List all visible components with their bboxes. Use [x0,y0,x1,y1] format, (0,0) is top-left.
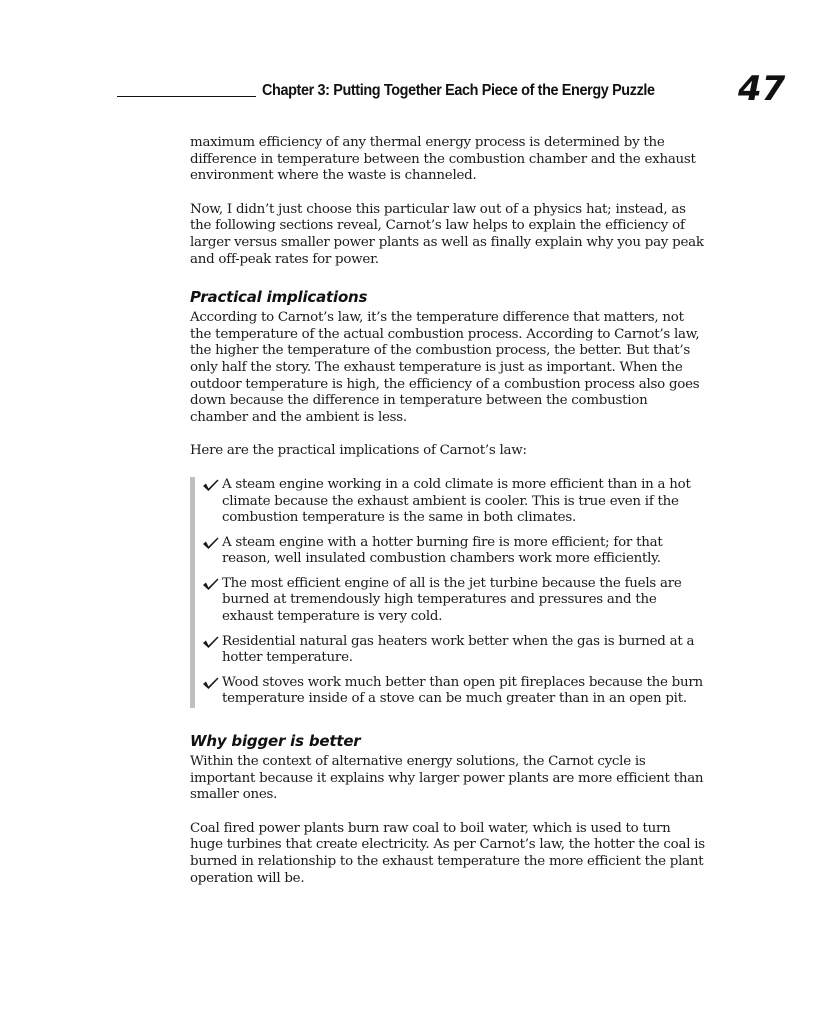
list-margin-bar [190,477,195,708]
section-heading-bigger: Why bigger is better [190,732,361,751]
practical-paragraph-1: According to Carnot’s law, it’s the temperature difference that matters, not the temperature of the actual combustion process. According to Carnot’s law, the higher the temperature of the combustion process, the better. But that’s only half the story. The exhaust temperature is just as important. When the outdoor temperature is high, the efficiency of a combustion process also goes down because the difference in temperature between the combustion chamber and the ambient is less. [190,310,700,425]
section-heading-practical: Practical implications [190,288,368,307]
checkmark-bullet-icon [202,635,220,649]
list-item-text: A steam engine working in a cold climate is more efficient than in a hot climate because the exhaust ambient is cooler. This is true even if the combustion temperature is the same in both climates. [222,476,691,526]
header-rule [117,96,256,97]
intro-paragraph-2: Now, I didn’t just choose this particular law out of a physics hat; instead, as the following sections reveal, Carnot’s law helps to explain the efficiency of larger versus smaller power plants as well as finally explain why you pay peak and off-peak rates for power. [190,201,704,267]
list-item [222,634,705,667]
checkmark-bullet-icon [202,478,220,492]
list-item [222,535,705,568]
implications-list [190,477,705,708]
intro-paragraph-1: maximum efficiency of any thermal energy process is determined by the difference in temperature between the combustion chamber and the exhaust environment where the waste is channeled. [190,135,696,184]
page-number: 47 [738,69,786,109]
chapter-running-head: Chapter 3: Putting Together Each Piece of the Energy Puzzle [262,82,655,99]
list-item [222,477,705,527]
list-item-text: The most efficient engine of all is the jet turbine because the fuels are burned at tremendously high temperatures and pressures and the exhaust temperature is very cold. [222,575,682,625]
list-item-text: Wood stoves work much better than open pit fireplaces because the burn temperature inside of a stove can be much greater than in an open pit. [222,674,703,707]
checkmark-bullet-icon [202,577,220,591]
bigger-paragraph-1: Within the context of alternative energy solutions, the Carnot cycle is important because it explains why larger power plants are more efficient than smaller ones. [190,754,704,803]
page-body [190,135,705,904]
list-item [222,576,705,626]
list-item-text: A steam engine with a hotter burning fire is more efficient; for that reason, well insulated combustion chambers work more efficiently. [222,534,663,567]
list-item-text: Residential natural gas heaters work better when the gas is burned at a hotter temperature. [222,633,695,666]
bigger-paragraph-2: Coal fired power plants burn raw coal to boil water, which is used to turn huge turbines that create electricity. As per Carnot’s law, the hotter the coal is burned in relationship to the exhaust temperature the more efficient the plant operation will be. [190,820,705,886]
practical-paragraph-2: Here are the practical implications of Carnot’s law: [190,443,527,459]
list-item [222,675,705,708]
checkmark-bullet-icon [202,676,220,690]
checkmark-bullet-icon [202,536,220,550]
